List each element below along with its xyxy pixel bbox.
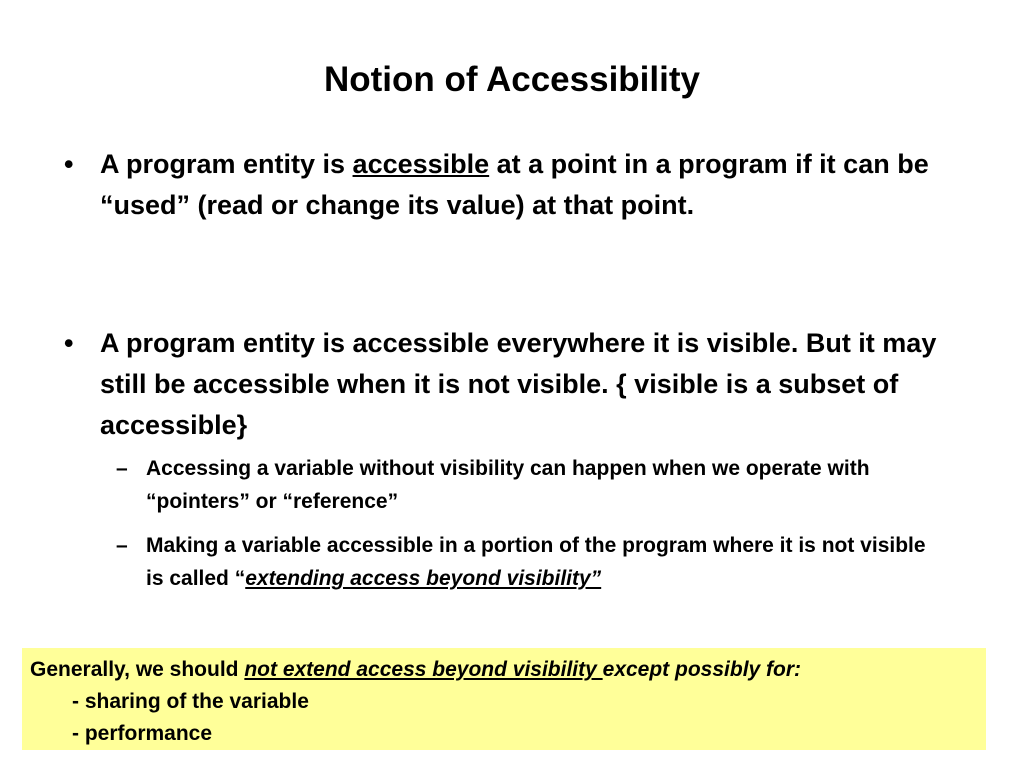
bullet-text [100,144,984,226]
callout-line [30,654,976,686]
sub-bullet-text [146,529,936,595]
extending-access-term: extending access beyond visibility” [245,567,602,590]
callout-emphasis: not extend access beyond visibility [244,658,603,681]
slide-title: Notion of Accessibility [324,60,700,99]
bullet-text-start: A program entity is [100,149,353,179]
sub-bullet-text: Accessing a variable without visibility can happen when we operate with “pointers” or “reference” [146,457,870,513]
callout-item-sharing: - sharing of the variable [72,690,309,713]
bullet-text-end: at a point in a program if it can be “used” (read or change its value) at that point. [100,149,929,220]
dash-marker: – [116,457,128,480]
bullet-marker: • [64,328,74,358]
callout-box [22,648,986,750]
bullet-text: A program entity is accessible everywhere it is visible. But it may still be accessible when it is not visible. { visible is a subset of accessible} [100,328,937,440]
sub-bullet-text-start: Making a variable accessible in a portion of the program where it is not visible is called “ [146,534,926,590]
dash-marker: – [116,534,128,557]
callout-text-end: except possibly for: [602,658,802,681]
callout-text-start: Generally, we should [30,658,245,681]
callout-item-performance: - performance [72,722,213,745]
bullet-marker: • [64,149,74,179]
accessible-term: accessible [352,149,490,179]
